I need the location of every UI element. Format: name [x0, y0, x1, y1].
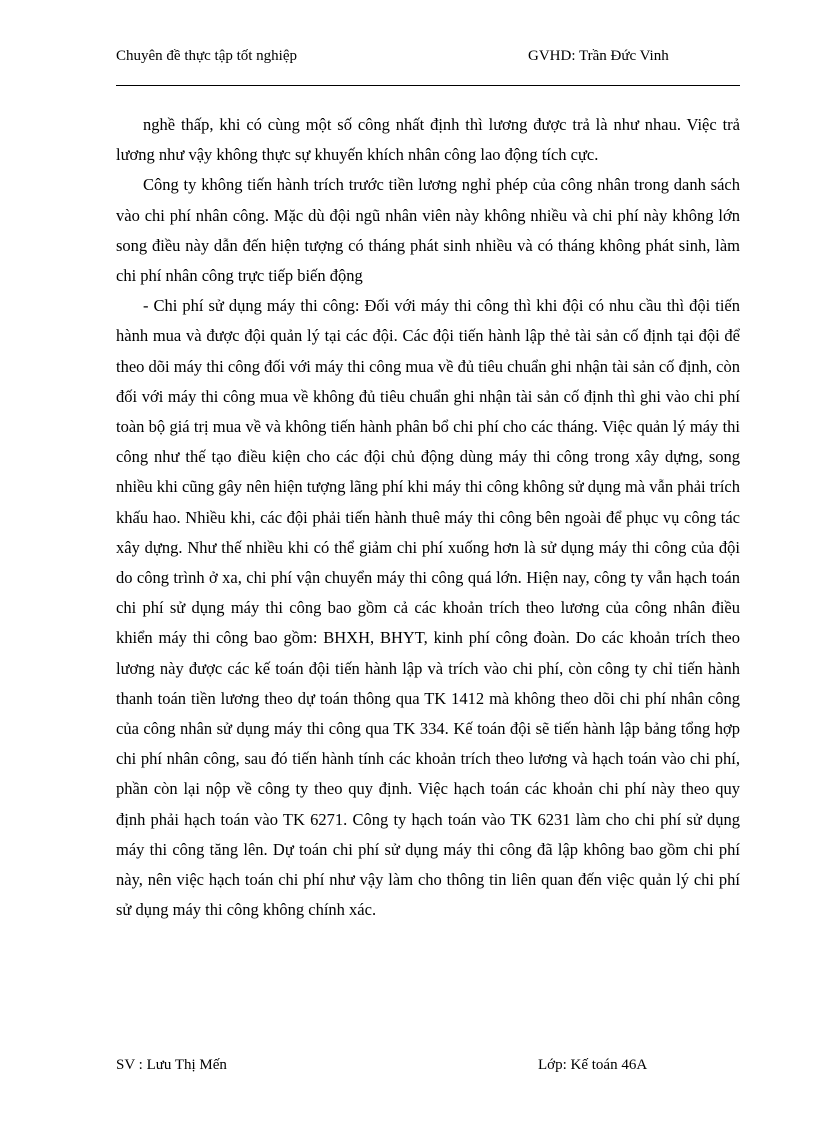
document-body — [116, 110, 740, 925]
footer-class: Lớp: Kế toán 46A — [538, 1057, 648, 1073]
paragraph-1: nghề thấp, khi có cùng một số công nhất định thì lương được trả là như nhau. Việc trả lương như vậy không thực sự khuyến khích nhân công lao động tích cực. — [116, 115, 740, 165]
header-supervisor: GVHD: Trần Đức Vinh — [528, 48, 669, 64]
header-divider — [116, 85, 740, 86]
paragraph-2: Công ty không tiến hành trích trước tiền lương nghỉ phép của công nhân trong danh sách vào chi phí nhân công. Mặc dù đội ngũ nhân viên này không nhiều và chi phí này không lớn song điều này dẫn đến hiện tượng có tháng phát sinh nhiều và có tháng không phát sinh, làm chi phí nhân công trực tiếp biến động — [116, 175, 740, 286]
header-title: Chuyên đề thực tập tốt nghiệp — [116, 48, 298, 64]
page-header — [116, 48, 740, 72]
paragraph-3: - Chi phí sử dụng máy thi công: Đối với máy thi công thì khi đội có nhu cầu thì đội tiến hành mua và được đội quản lý tại các đội. Các đội tiến hành lập thẻ tài sản cố định tại đội để theo dõi máy thi công đối với máy thi công mua về đủ tiêu chuẩn ghi nhận tài sản cố định, còn đối với máy thi công mua về không đủ tiêu chuẩn ghi nhận tài sản cố định thì ghi vào chi phí toàn bộ giá trị mua về và không tiến hành phân bổ chi phí cho các tháng. Việc quản lý máy thi công như thế tạo điều kiện cho các đội chủ động dùng máy thi công trong xây dựng, song nhiều khi cũng gây nên hiện tượng lãng phí khi máy thi công không sử dụng mà vẫn phải trích khấu hao. Nhiều khi, các đội phải tiến hành thuê máy thi công bên ngoài để phục vụ công tác xây dựng. Như thế nhiều khi có thể giảm chi phí xuống hơn là sử dụng máy thi công của đội do công trình ở xa, chi phí vận chuyển máy thi công quá lớn. Hiện nay, công ty vẫn hạch toán chi phí sử dụng máy thi công bao gồm cả các khoản trích theo lương của công nhân điều khiển máy thi công bao gồm: BHXH, BHYT, kinh phí công đoàn. Do các khoản trích theo lương này được các kế toán đội tiến hành lập và trích vào chi phí, còn công ty chỉ tiến hành thanh toán tiền lương theo dự toán thông qua TK 1412 mà không theo dõi chi phí nhân công của công nhân sử dụng máy thi công qua TK 334. Kế toán đội sẽ tiến hành lập bảng tổng hợp chi phí nhân công, sau đó tiến hành tính các khoản trích theo lương và hạch toán vào chi phí, phần còn lại nộp về công ty theo quy định. Việc hạch toán các khoản chi phí này theo quy định phải hạch toán vào TK 6271. Công ty hạch toán vào TK 6231 làm cho chi phí sử dụng máy thi công tăng lên. Dự toán chi phí sử dụng máy thi công đã lập không bao gồm chi phí này, nên việc hạch toán chi phí như vậy làm cho thông tin liên quan đến việc quản lý chi phí sử dụng máy thi công không chính xác. — [116, 296, 740, 920]
footer-student: SV : Lưu Thị Mến — [116, 1057, 227, 1073]
